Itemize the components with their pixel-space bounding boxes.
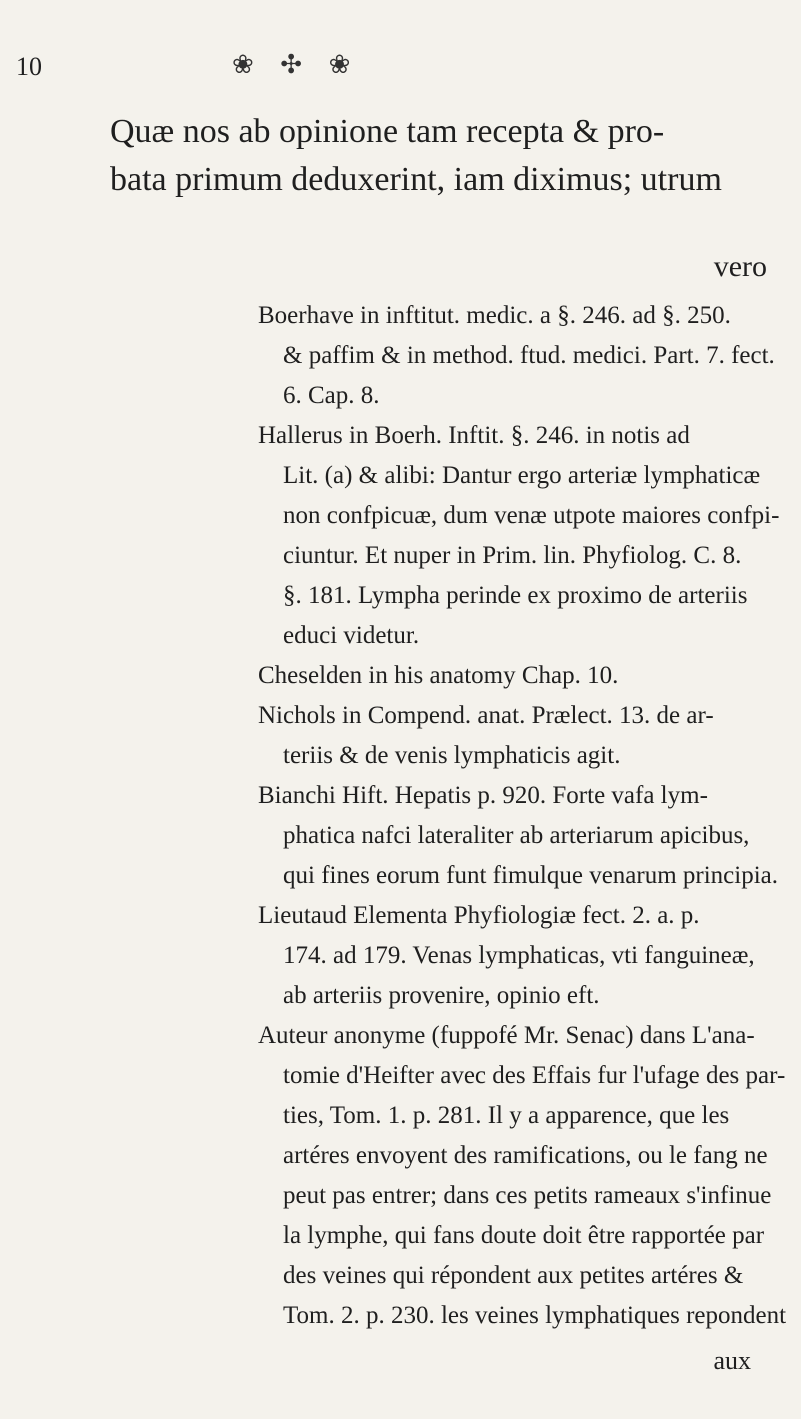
note-line: Nichols in Compend. anat. Prælect. 13. de ar- <box>258 702 714 729</box>
header-ornament: ❀ ✣ ❀ <box>232 50 361 79</box>
note-line: educi videtur. <box>283 622 420 649</box>
note-line: peut pas entrer; dans ces petits rameaux s'infinue <box>283 1182 772 1209</box>
note-line: & paffim & in method. ftud. medici. Part. 7. fect. <box>283 342 775 369</box>
note-line: Auteur anonyme (fuppofé Mr. Senac) dans L'ana- <box>258 1022 755 1049</box>
note-line: 174. ad 179. Venas lymphaticas, vti fanguineæ, <box>283 942 755 969</box>
note-line: des veines qui répondent aux petites artéres & <box>283 1262 744 1289</box>
note-line: Boerhave in inftitut. medic. a §. 246. ad §. 250. <box>258 302 731 329</box>
footnotes <box>258 296 788 1336</box>
note-line: Tom. 2. p. 230. les veines lymphatiques repondent <box>283 1302 787 1329</box>
note-line: non confpicuæ, dum venæ utpote maiores confpi- <box>283 502 780 529</box>
body-line: bata primum deduxerint, iam diximus; utrum <box>110 161 722 198</box>
notes-catchword: aux <box>713 1346 751 1375</box>
note-line: teriis & de venis lymphaticis agit. <box>283 742 621 769</box>
body-catchword: vero <box>713 250 767 283</box>
note-line: Lit. (a) & alibi: Dantur ergo arteriæ lymphaticæ <box>283 462 761 489</box>
note-line: ciuntur. Et nuper in Prim. lin. Phyfiolog. C. 8. <box>283 542 742 569</box>
note-line: 6. Cap. 8. <box>283 382 380 409</box>
note-line: phatica nafci lateraliter ab arteriarum apicibus, <box>283 822 750 849</box>
note-line: Bianchi Hift. Hepatis p. 920. Forte vafa lym- <box>258 782 708 809</box>
note-line: §. 181. Lympha perinde ex proximo de arteriis <box>283 582 748 609</box>
note-line: artéres envoyent des ramifications, ou le fang ne <box>283 1142 768 1169</box>
body-line: Quæ nos ab opinione tam recepta & pro- <box>110 113 665 150</box>
note-line: ab arteriis provenire, opinio eft. <box>283 982 600 1009</box>
main-paragraph <box>110 108 786 204</box>
note-line: qui fines eorum funt fimulque venarum principia. <box>283 862 779 889</box>
note-line: Lieutaud Elementa Phyfiologiæ fect. 2. a. p. <box>258 902 700 929</box>
note-line: ties, Tom. 1. p. 281. Il y a apparence, que les <box>283 1102 730 1129</box>
page-number: 10 <box>16 52 42 81</box>
note-line: la lymphe, qui fans doute doit être rapportée par <box>283 1222 765 1249</box>
note-line: Cheselden in his anatomy Chap. 10. <box>258 662 619 689</box>
note-line: Hallerus in Boerh. Inftit. §. 246. in notis ad <box>258 422 690 449</box>
note-line: tomie d'Heifter avec des Effais fur l'ufage des par- <box>283 1062 786 1089</box>
